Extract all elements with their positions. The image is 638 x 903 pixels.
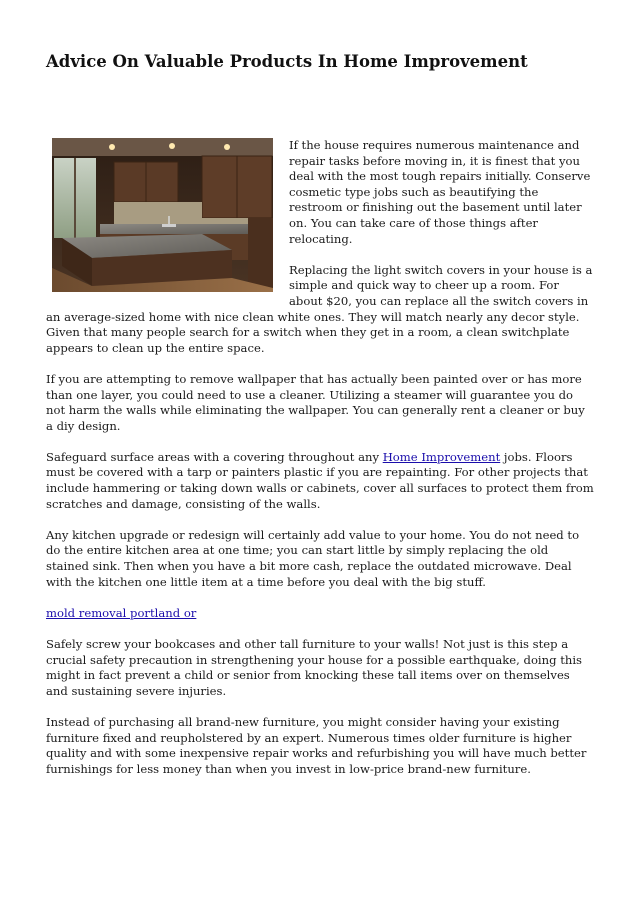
paragraph: If the house requires numerous maintenance and repair tasks before moving in, it is finest that you deal with the most tough repairs initially. Conserve cosmetic type jobs such as beautifying the restroom or finishing out the basement until later on. You can take care of those things after relocating. bbox=[289, 138, 591, 246]
paragraph: Safely screw your bookcases and other tall furniture to your walls! Not just is this step a crucial safety precaution in strengthening your house for a possible earthquake, doing this might in fact prevent a child or senior from knocking these tall items over on themselves and sustaining severe injuries. bbox=[46, 637, 582, 698]
paragraph-text: jobs. Floors must be covered with a tarp or painters plastic if you are repainting. For other projects that include hammering or taking down walls or cabinets, cover all surfaces to protect them from scratches and damage, consisting of the walls. bbox=[46, 449, 594, 511]
paragraph-text: Safeguard surface areas with a covering throughout any bbox=[46, 449, 383, 464]
paragraph: Replacing the light switch covers in your house is a simple and quick way to cheer up a room. For about $20, you can replace all the switch covers in an average-sized home with nice clean white ones. They will match nearly any decor style. Given that many people search for a switch when they get in a room, a clean switchplate appears to clean up the entire space. bbox=[46, 262, 593, 355]
article-body bbox=[46, 138, 594, 793]
paragraph: If you are attempting to remove wallpaper that has actually been painted over or has more than one layer, you could need to use a cleaner. Utilizing a steamer will guarantee you do not harm the walls while eliminating the wallpaper. You can generally rent a cleaner or buy a diy design. bbox=[46, 371, 585, 433]
paragraph: Any kitchen upgrade or redesign will certainly add value to your home. You do not need to do the entire kitchen area at one time; you can start little by simply replacing the old stained sink. Then when you have a bit more cash, replace the outdated microwave. Deal with the kitchen one little item at a time before you deal with the big stuff. bbox=[46, 527, 580, 589]
home-improvement-link[interactable]: Home Improvement bbox=[382, 449, 501, 464]
page-title: Advice On Valuable Products In Home Improvement bbox=[46, 52, 528, 71]
mold-removal-link[interactable]: mold removal portland or bbox=[46, 605, 197, 620]
paragraph: Instead of purchasing all brand-new furniture, you might consider having your existing furniture fixed and reupholstered by an expert. Numerous times older furniture is higher quality and with some inexpensive repair works and refurbishing you will have much better furnishings for less money than when you invest in low-price brand-new furniture. bbox=[46, 714, 587, 776]
paragraph bbox=[46, 606, 594, 622]
kitchen-photo-icon bbox=[52, 138, 273, 292]
paragraph bbox=[46, 450, 594, 512]
kitchen-photo bbox=[52, 138, 273, 292]
